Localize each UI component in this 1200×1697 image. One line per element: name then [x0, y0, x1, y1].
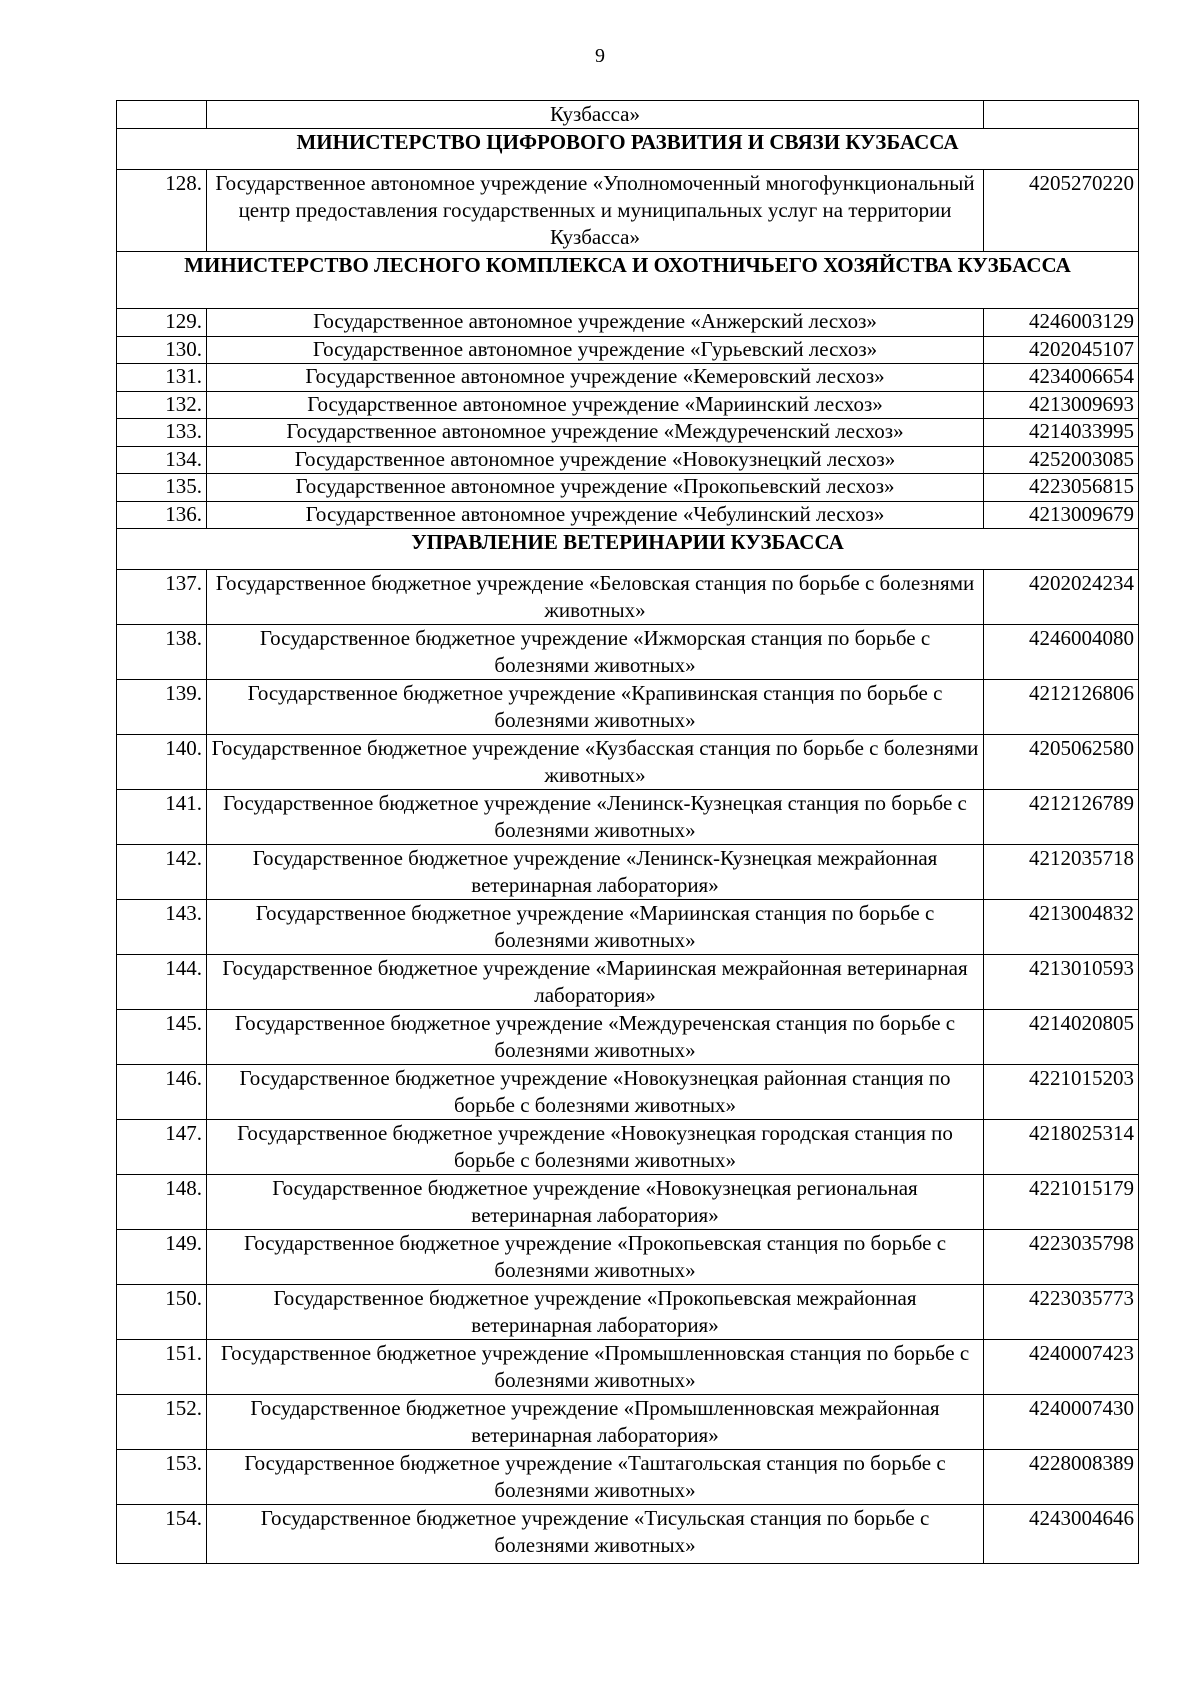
institution-name: Государственное автономное учреждение «Анжерский лесхоз»	[207, 309, 984, 337]
institution-name: Государственное бюджетное учреждение «Новокузнецкая региональная ветеринарная лаборатория»	[207, 1175, 984, 1230]
institution-name: Государственное автономное учреждение «Кемеровский лесхоз»	[207, 364, 984, 392]
table-row	[117, 1340, 1139, 1395]
page-number: 9	[595, 45, 605, 67]
continuation-row	[117, 101, 1139, 129]
section-header-row	[117, 252, 1139, 309]
row-number: 144.	[117, 955, 207, 1010]
institution-name: Государственное автономное учреждение «Новокузнецкий лесхоз»	[207, 446, 984, 474]
inn-value: 4212126789	[984, 790, 1139, 845]
section-title: МИНИСТЕРСТВО ЛЕСНОГО КОМПЛЕКСА И ОХОТНИЧЬЕГО ХОЗЯЙСТВА КУЗБАССА	[117, 252, 1139, 309]
table-row	[117, 735, 1139, 790]
inn-value: 4212035718	[984, 845, 1139, 900]
table-row	[117, 570, 1139, 625]
institution-name: Государственное бюджетное учреждение «Кузбасская станция по борьбе с болезнями животных»	[207, 735, 984, 790]
table-row	[117, 391, 1139, 419]
table-row	[117, 1120, 1139, 1175]
table-row	[117, 1175, 1139, 1230]
row-number: 142.	[117, 845, 207, 900]
table-row	[117, 1450, 1139, 1505]
row-number: 130.	[117, 336, 207, 364]
table-row	[117, 1395, 1139, 1450]
inn-value: 4246004080	[984, 625, 1139, 680]
table-body	[117, 101, 1139, 1564]
institution-name: Государственное автономное учреждение «Прокопьевский лесхоз»	[207, 474, 984, 502]
row-number: 137.	[117, 570, 207, 625]
table-row	[117, 680, 1139, 735]
section-title: МИНИСТЕРСТВО ЦИФРОВОГО РАЗВИТИЯ И СВЯЗИ КУЗБАССА	[117, 129, 1139, 170]
inn-value: 4212126806	[984, 680, 1139, 735]
inn-value: 4243004646	[984, 1505, 1139, 1564]
inn-value: 4213009679	[984, 501, 1139, 529]
table-row	[117, 1285, 1139, 1340]
institution-name: Государственное бюджетное учреждение «Прокопьевская станция по борьбе с болезнями животных»	[207, 1230, 984, 1285]
inn-value: 4205062580	[984, 735, 1139, 790]
table-row	[117, 1065, 1139, 1120]
inn-value: 4246003129	[984, 309, 1139, 337]
row-number: 132.	[117, 391, 207, 419]
inn-value: 4213009693	[984, 391, 1139, 419]
table-row	[117, 336, 1139, 364]
inn-value: 4202024234	[984, 570, 1139, 625]
row-number: 143.	[117, 900, 207, 955]
table-row	[117, 446, 1139, 474]
table-row	[117, 845, 1139, 900]
row-number: 145.	[117, 1010, 207, 1065]
inn-value: 4223035798	[984, 1230, 1139, 1285]
inn-value: 4252003085	[984, 446, 1139, 474]
table-row	[117, 900, 1139, 955]
table-row	[117, 625, 1139, 680]
table-row	[117, 170, 1139, 252]
institution-name: Государственное бюджетное учреждение «Новокузнецкая районная станция по борьбе с болезнями животных»	[207, 1065, 984, 1120]
institution-name: Государственное бюджетное учреждение «Ижморская станция по борьбе с болезнями животных»	[207, 625, 984, 680]
row-number: 139.	[117, 680, 207, 735]
institution-name: Государственное бюджетное учреждение «Междуреченская станция по борьбе с болезнями животных»	[207, 1010, 984, 1065]
row-number: 133.	[117, 419, 207, 447]
row-number: 152.	[117, 1395, 207, 1450]
institution-name: Государственное бюджетное учреждение «Мариинская станция по борьбе с болезнями животных»	[207, 900, 984, 955]
row-number: 128.	[117, 170, 207, 252]
row-number: 149.	[117, 1230, 207, 1285]
institution-name: Государственное бюджетное учреждение «Крапивинская станция по борьбе с болезнями животных»	[207, 680, 984, 735]
inn-value: 4223056815	[984, 474, 1139, 502]
institution-name: Государственное бюджетное учреждение «Тисульская станция по борьбе с болезнями животных»	[207, 1505, 984, 1564]
table-row	[117, 474, 1139, 502]
institution-name: Государственное бюджетное учреждение «Прокопьевская межрайонная ветеринарная лаборатория»	[207, 1285, 984, 1340]
institution-name: Государственное автономное учреждение «Мариинский лесхоз»	[207, 391, 984, 419]
inn-value: 4214020805	[984, 1010, 1139, 1065]
row-number: 136.	[117, 501, 207, 529]
section-header-row	[117, 529, 1139, 570]
table-row	[117, 790, 1139, 845]
inn-value: 4240007423	[984, 1340, 1139, 1395]
table-row	[117, 1230, 1139, 1285]
inn-value: 4228008389	[984, 1450, 1139, 1505]
row-number: 150.	[117, 1285, 207, 1340]
inn-value: 4234006654	[984, 364, 1139, 392]
row-number: 131.	[117, 364, 207, 392]
institution-name: Государственное автономное учреждение «Чебулинский лесхоз»	[207, 501, 984, 529]
row-number: 154.	[117, 1505, 207, 1564]
institution-name: Государственное автономное учреждение «Междуреченский лесхоз»	[207, 419, 984, 447]
row-number: 138.	[117, 625, 207, 680]
institutions-table	[116, 100, 1139, 1564]
inn-value: 4221015179	[984, 1175, 1139, 1230]
inn-value: 4213004832	[984, 900, 1139, 955]
row-number: 140.	[117, 735, 207, 790]
inn-value	[984, 101, 1139, 129]
inn-value: 4202045107	[984, 336, 1139, 364]
institution-name: Государственное бюджетное учреждение «Таштагольская станция по борьбе с болезнями животных»	[207, 1450, 984, 1505]
inn-value: 4214033995	[984, 419, 1139, 447]
table-row	[117, 955, 1139, 1010]
table-row	[117, 1505, 1139, 1564]
inn-value: 4218025314	[984, 1120, 1139, 1175]
institution-name: Государственное автономное учреждение «Уполномоченный многофункциональный центр предоставления государственных и муниципальных услуг на территории Кузбасса»	[207, 170, 984, 252]
inn-value: 4240007430	[984, 1395, 1139, 1450]
institution-name: Государственное бюджетное учреждение «Новокузнецкая городская станция по борьбе с болезнями животных»	[207, 1120, 984, 1175]
table-row	[117, 501, 1139, 529]
institution-name: Государственное бюджетное учреждение «Промышленновская станция по борьбе с болезнями животных»	[207, 1340, 984, 1395]
row-number: 135.	[117, 474, 207, 502]
row-number: 153.	[117, 1450, 207, 1505]
table-row	[117, 364, 1139, 392]
row-number: 148.	[117, 1175, 207, 1230]
institution-name: Государственное бюджетное учреждение «Ленинск-Кузнецкая станция по борьбе с болезнями животных»	[207, 790, 984, 845]
row-number	[117, 101, 207, 129]
inn-value: 4213010593	[984, 955, 1139, 1010]
row-number: 146.	[117, 1065, 207, 1120]
institution-name: Кузбасса»	[207, 101, 984, 129]
institution-name: Государственное бюджетное учреждение «Промышленновская межрайонная ветеринарная лаборатория»	[207, 1395, 984, 1450]
row-number: 129.	[117, 309, 207, 337]
section-title: УПРАВЛЕНИЕ ВЕТЕРИНАРИИ КУЗБАССА	[117, 529, 1139, 570]
section-header-row	[117, 129, 1139, 170]
institution-name: Государственное бюджетное учреждение «Ленинск-Кузнецкая межрайонная ветеринарная лаборатория»	[207, 845, 984, 900]
inn-value: 4221015203	[984, 1065, 1139, 1120]
row-number: 134.	[117, 446, 207, 474]
institution-name: Государственное бюджетное учреждение «Беловская станция по борьбе с болезнями животных»	[207, 570, 984, 625]
institution-name: Государственное автономное учреждение «Гурьевский лесхоз»	[207, 336, 984, 364]
table-row	[117, 419, 1139, 447]
row-number: 141.	[117, 790, 207, 845]
row-number: 151.	[117, 1340, 207, 1395]
institution-name: Государственное бюджетное учреждение «Мариинская межрайонная ветеринарная лаборатория»	[207, 955, 984, 1010]
inn-value: 4223035773	[984, 1285, 1139, 1340]
row-number: 147.	[117, 1120, 207, 1175]
table-row	[117, 309, 1139, 337]
table-row	[117, 1010, 1139, 1065]
inn-value: 4205270220	[984, 170, 1139, 252]
